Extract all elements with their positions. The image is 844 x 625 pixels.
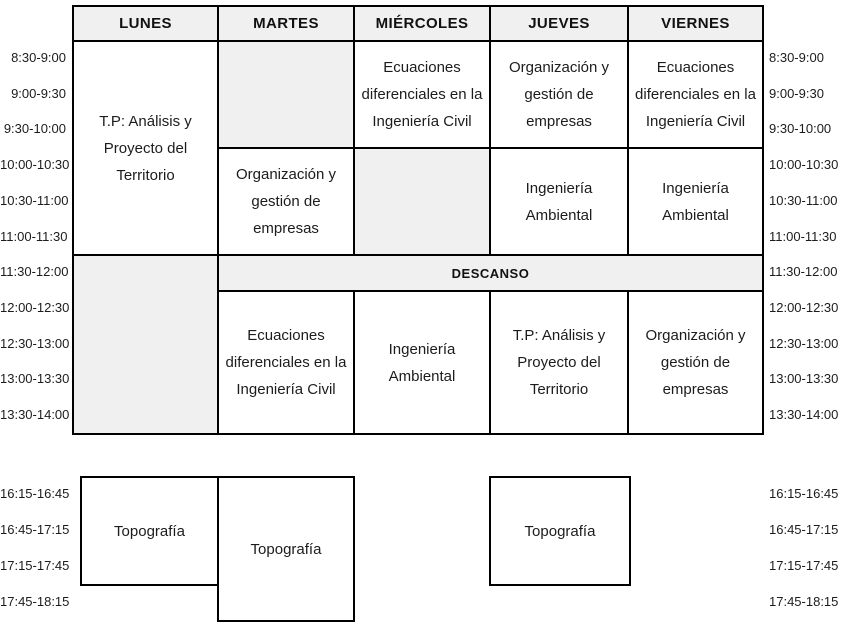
time-label: 16:45-17:15 — [769, 522, 839, 537]
class-cell-lunes-morning: T.P: Análisis y Proyecto del Territorio — [72, 40, 219, 256]
time-label: 9:30-10:00 — [769, 121, 832, 136]
time-label: 9:00-9:30 — [769, 86, 824, 101]
time-label: 16:15-16:45 — [0, 486, 70, 501]
time-label: 12:00-12:30 — [0, 300, 70, 315]
time-label: 9:00-9:30 — [11, 86, 66, 101]
class-cell-jueves-afternoon: Topografía — [489, 476, 631, 586]
time-label: 17:15-17:45 — [769, 558, 839, 573]
class-cell-viernes-midday: Organización y gestión de empresas — [627, 290, 764, 435]
day-header-jueves: JUEVES — [489, 5, 629, 42]
break-cell: DESCANSO — [217, 254, 764, 292]
time-label: 17:45-18:15 — [769, 594, 839, 609]
class-cell-miercoles-midday: Ingeniería Ambiental — [353, 290, 491, 435]
time-label: 11:00-11:30 — [0, 229, 68, 244]
time-label: 12:00-12:30 — [769, 300, 839, 315]
time-label: 12:30-13:00 — [0, 336, 70, 351]
time-label: 16:15-16:45 — [769, 486, 839, 501]
class-cell-jueves-midmorning: Ingeniería Ambiental — [489, 147, 629, 256]
time-label: 11:30-12:00 — [769, 264, 838, 279]
class-cell-viernes-morning: Ecuaciones diferenciales en la Ingeniería Civil — [627, 40, 764, 149]
time-label: 13:00-13:30 — [769, 371, 839, 386]
time-label: 13:30-14:00 — [769, 407, 839, 422]
time-label: 13:30-14:00 — [0, 407, 70, 422]
class-cell-martes-midmorning: Organización y gestión de empresas — [217, 147, 355, 256]
time-label: 9:30-10:00 — [3, 121, 66, 136]
time-label: 12:30-13:00 — [769, 336, 839, 351]
class-cell-martes-midday: Ecuaciones diferenciales en la Ingeniería Civil — [217, 290, 355, 435]
time-label: 13:00-13:30 — [0, 371, 70, 386]
time-label: 8:30-9:00 — [11, 50, 66, 65]
free-cell-lunes — [72, 254, 219, 435]
day-header-miercoles: MIÉRCOLES — [353, 5, 491, 42]
time-label: 10:00-10:30 — [769, 157, 839, 172]
class-cell-miercoles-morning: Ecuaciones diferenciales en la Ingeniería Civil — [353, 40, 491, 149]
time-label: 10:30-11:00 — [769, 193, 838, 208]
time-label: 17:15-17:45 — [0, 558, 70, 573]
class-cell-viernes-midmorning: Ingeniería Ambiental — [627, 147, 764, 256]
day-header-viernes: VIERNES — [627, 5, 764, 42]
class-cell-lunes-afternoon: Topografía — [80, 476, 219, 586]
time-label: 17:45-18:15 — [0, 594, 70, 609]
time-label: 10:00-10:30 — [0, 157, 70, 172]
time-label: 11:00-11:30 — [769, 229, 837, 244]
day-header-martes: MARTES — [217, 5, 355, 42]
time-label: 16:45-17:15 — [0, 522, 70, 537]
class-cell-martes-afternoon: Topografía — [217, 476, 355, 622]
free-cell-martes — [217, 40, 355, 149]
time-label: 10:30-11:00 — [0, 193, 69, 208]
time-label: 8:30-9:00 — [769, 50, 824, 65]
free-cell-miercoles — [353, 147, 491, 256]
time-label: 11:30-12:00 — [0, 264, 69, 279]
class-cell-jueves-midday: T.P: Análisis y Proyecto del Territorio — [489, 290, 629, 435]
day-header-lunes: LUNES — [72, 5, 219, 42]
class-cell-jueves-morning: Organización y gestión de empresas — [489, 40, 629, 149]
